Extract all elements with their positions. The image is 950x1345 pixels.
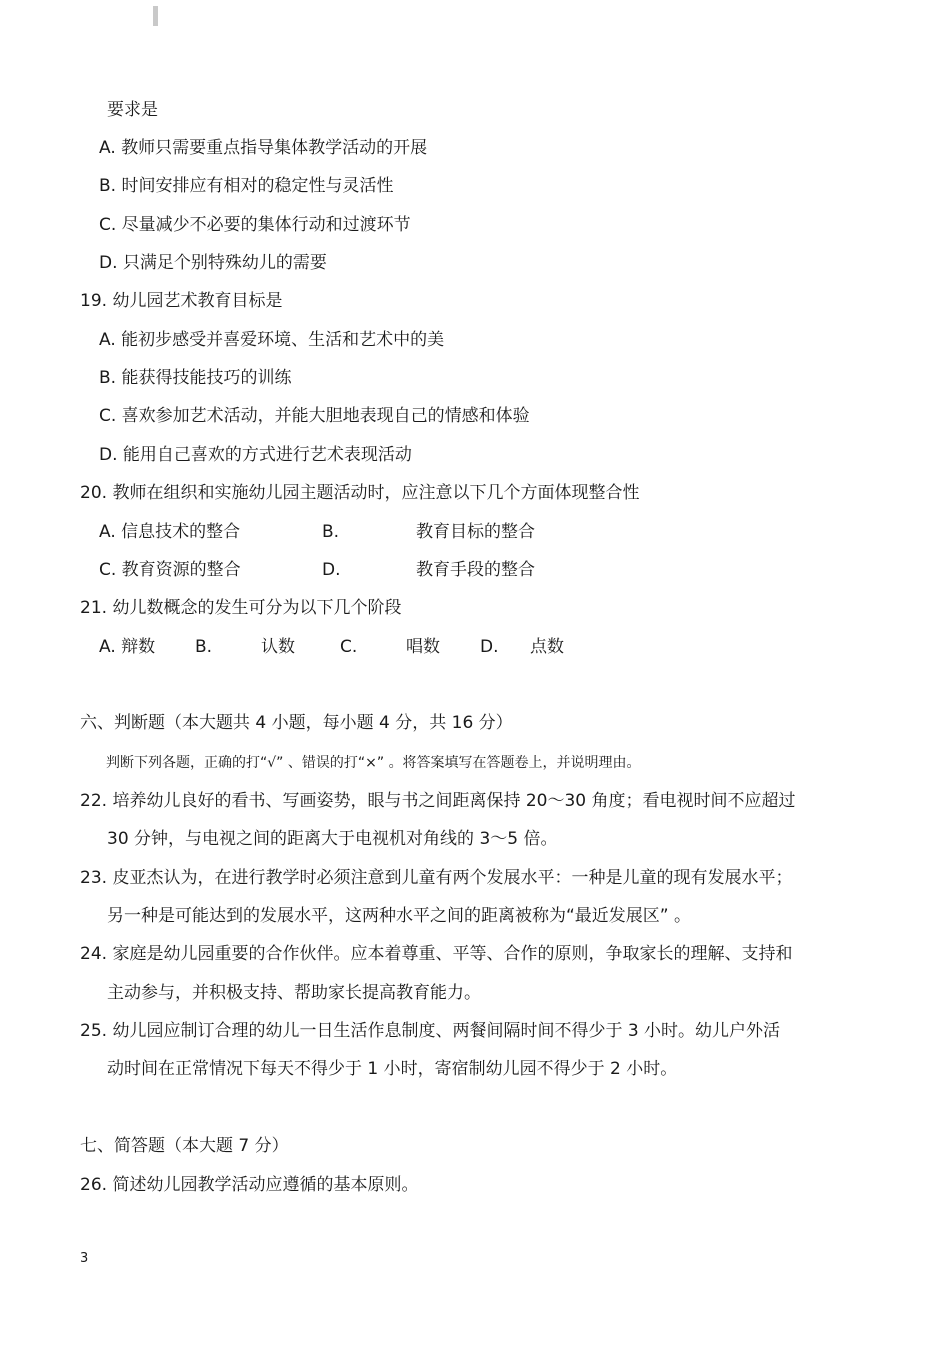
- q24-line-2: 主动参与，并积极支持、帮助家长提高教育能力。: [107, 983, 481, 1003]
- q19-option-b: B. 能获得技能技巧的训练: [99, 368, 292, 388]
- section-6-heading: 六、判断题（本大题共 4 小题，每小题 4 分，共 16 分）: [80, 713, 513, 733]
- q18-option-a: A. 教师只需要重点指导集体教学活动的开展: [99, 138, 428, 158]
- q26-stem: 26. 简述幼儿园教学活动应遵循的基本原则。: [80, 1175, 419, 1195]
- q19-option-d: D. 能用自己喜欢的方式进行艺术表现活动: [99, 445, 412, 465]
- q19-option-a: A. 能初步感受并喜爱环境、生活和艺术中的美: [99, 330, 445, 350]
- scan-artifact: [153, 6, 158, 26]
- q18-option-b: B. 时间安排应有相对的稳定性与灵活性: [99, 176, 394, 196]
- q25-line-2: 动时间在正常情况下每天不得少于 1 小时，寄宿制幼儿园不得少于 2 小时。: [107, 1059, 678, 1079]
- q23-line-1: 23. 皮亚杰认为，在进行教学时必须注意到儿童有两个发展水平：一种是儿童的现有发展水平；: [80, 868, 793, 888]
- section-7-heading: 七、简答题（本大题 7 分）: [80, 1136, 289, 1156]
- q20-stem: 20. 教师在组织和实施幼儿园主题活动时，应注意以下几个方面体现整合性: [80, 483, 640, 503]
- q21-stem: 21. 幼儿数概念的发生可分为以下几个阶段: [80, 598, 402, 618]
- q18-stem-continuation: 要求是: [107, 100, 158, 120]
- q20-option-b-text: 教育目标的整合: [416, 522, 535, 542]
- q21-option-a: A. 辩数: [99, 637, 156, 657]
- q20-option-d-text: 教育手段的整合: [416, 560, 535, 580]
- q19-stem: 19. 幼儿园艺术教育目标是: [80, 291, 283, 311]
- q21-option-c-letter: C.: [340, 637, 358, 657]
- q25-line-1: 25. 幼儿园应制订合理的幼儿一日生活作息制度、两餐间隔时间不得少于 3 小时。幼儿户外活: [80, 1021, 781, 1041]
- q21-option-d-letter: D.: [480, 637, 499, 657]
- q18-option-c: C. 尽量减少不必要的集体行动和过渡环节: [99, 215, 411, 235]
- q20-option-a: A. 信息技术的整合: [99, 522, 241, 542]
- q23-line-2: 另一种是可能达到的发展水平，这两种水平之间的距离被称为“最近发展区” 。: [107, 906, 692, 926]
- section-6-instruction: 判断下列各题，正确的打“√” 、错误的打“×” 。将答案填写在答题卷上，并说明理由。: [106, 755, 641, 771]
- q20-option-b-letter: B.: [322, 522, 340, 542]
- q21-option-b-text: 认数: [261, 637, 295, 657]
- q21-option-c-text: 唱数: [406, 637, 440, 657]
- q22-line-1: 22. 培养幼儿良好的看书、写画姿势，眼与书之间距离保持 20～30 角度；看电视时间不应超过: [80, 791, 796, 811]
- q20-option-d-letter: D.: [322, 560, 341, 580]
- q22-line-2: 30 分钟，与电视之间的距离大于电视机对角线的 3～5 倍。: [107, 829, 558, 849]
- q20-option-c: C. 教育资源的整合: [99, 560, 241, 580]
- q19-option-c: C. 喜欢参加艺术活动，并能大胆地表现自己的情感和体验: [99, 406, 530, 426]
- q21-option-d-text: 点数: [530, 637, 564, 657]
- q18-option-d: D. 只满足个别特殊幼儿的需要: [99, 253, 327, 273]
- q24-line-1: 24. 家庭是幼儿园重要的合作伙伴。应本着尊重、平等、合作的原则，争取家长的理解、支持和: [80, 944, 793, 964]
- page-number: 3: [80, 1251, 89, 1266]
- q21-option-b-letter: B.: [195, 637, 213, 657]
